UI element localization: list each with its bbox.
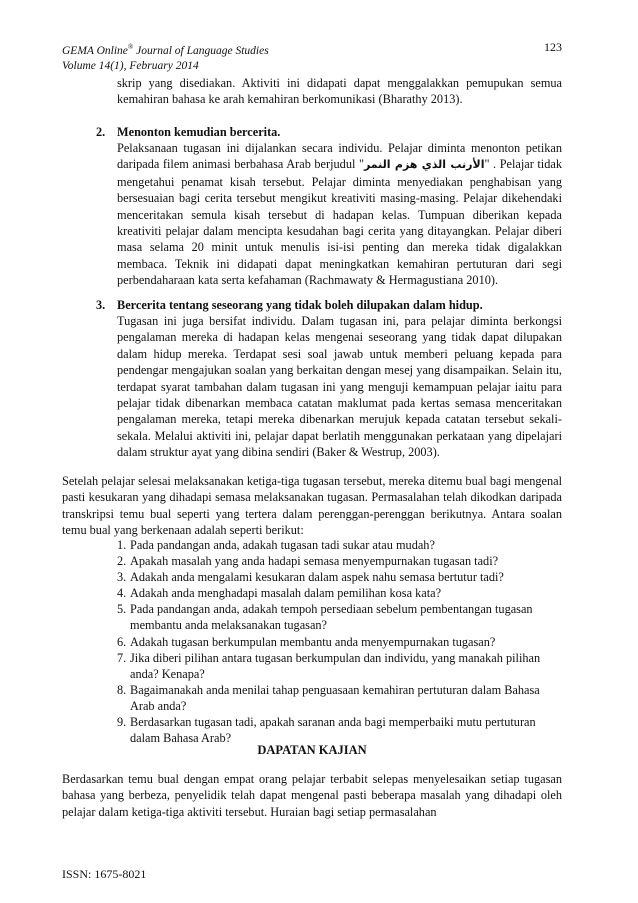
interview-question-list <box>117 537 562 746</box>
page-number: 123 <box>544 40 562 54</box>
list-item: 5. Pada pandangan anda, adakah tempoh persediaan sebelum pembentangan tugasan membantu anda melaksanakan tugasan? <box>117 602 533 633</box>
paragraph-findings: Berdasarkan temu bual dengan empat orang pelajar terbabit selepas menyelesaikan setiap tugasan bahasa yang berbeza, penyelidik telah dapat mengenal pasti beberapa masalah yang dihadapi oleh pelajar dalam ketiga-tiga aktiviti tersebut. Huraian bagi setiap permasalahan <box>62 772 562 819</box>
footer-issn: ISSN: 1675-8021 <box>62 867 147 881</box>
arabic-film-title: الأرنب الذي هزم النمر <box>363 158 485 172</box>
item-2-body: Pelaksanaan tugasan ini dijalankan secara individu. Pelajar diminta menonton petikan daripada filem animasi berbahasa Arab berjudul "الأرنب الذي هزم النمر" . Pelajar tidak mengetahui penamat kisah tersebut. Pelajar diminta menyediakan penghabisan yang bersesuaian bagi cerita tersebut mengikut kreativiti masing-masing. Pelajar dikehendaki menceritakan semula kisah tersebut di hadapan kelas. Tumpuan diberikan kepada kreativiti pelajar dalam mencipta kesudahan bagi cerita yang ditayangkan. Pelajar diberi masa selama 20 minit untuk menulis isi-isi penting dan mereka tidak digalakkan membaca. Teknik ini didapati dapat meningkatkan kemahiran pertuturan dari segi perbendaharaan kata serta kefahaman (Rachmawaty & Hermagustiana 2010). <box>117 141 562 288</box>
journal-volume: Volume 14(1), February 2014 <box>62 59 199 72</box>
list-item: 2. Apakah masalah yang anda hadapi semasa menyempurnakan tugasan tadi? <box>117 554 499 569</box>
list-item: 6. Adakah tugasan berkumpulan membantu anda menyempurnakan tugasan? <box>117 634 496 649</box>
paragraph-continued: skrip yang disediakan. Aktiviti ini didapati dapat menggalakkan pemupukan semua kemahiran bahasa ke arah kemahiran berkomunikasi (Bharathy 2013). <box>117 76 562 107</box>
journal-title: GEMA Online® Journal of Language Studies <box>62 43 269 57</box>
item-3-body: Tugasan ini juga bersifat individu. Dalam tugasan ini, para pelajar diminta berkongsi pengalaman mereka di hadapan kelas mengenai seseorang yang tidak dapat dilupakan dalam hidup mereka. Terdapat sesi soal jawab untuk memberi peluang kepada para pendengar mengajukan soalan yang berkaitan dengan mesej yang disampaikan. Selain itu, terdapat syarat tambahan dalam tugasan ini yang menguji kemampuan pelajar iaitu para pelajar tidak dibenarkan membaca catatan maklumat pada kertas semasa menceritakan pengalaman mereka, tetapi mereka dibenarkan merujuk kepada catatan tersebut sekali-sekala. Melalui aktiviti ini, pelajar dapat berlatih menggunakan perkataan yang dipelajari dalam struktur ayat yang dibina sendiri (Baker & Westrup, 2003). <box>117 314 562 460</box>
item-2-title: 2. Menonton kemudian bercerita. <box>96 125 281 139</box>
paragraph-interview: Setelah pelajar selesai melaksanakan ketiga-tiga tugasan tersebut, mereka ditemu bual bagi mengenal pasti kesukaran yang dihadapi semasa melaksanakan tugasan. Permasalahan telah dikodkan daripada transkripsi temu bual seperti yang tertera dalam perenggan-perenggan berikutnya. Antara soalan temu bual yang berkenaan adalah seperti berikut: <box>62 474 562 538</box>
list-item: 1. Pada pandangan anda, adakah tugasan tadi sukar atau mudah? <box>117 538 435 552</box>
list-item: 9. Berdasarkan tugasan tadi, apakah saranan anda bagi memperbaiki mutu pertuturan dalam Bahasa Arab? <box>117 715 536 746</box>
section-heading: DAPATAN KAJIAN <box>257 743 367 757</box>
list-item: 4. Adakah anda menghadapi masalah dalam pemilihan kosa kata? <box>117 586 442 601</box>
list-item: 7. Jika diberi pilihan antara tugasan berkumpulan dan individu, yang manakah pilihan anda? Kenapa? <box>117 650 541 681</box>
list-item: 3. Adakah anda mengalami kesukaran dalam aspek nahu semasa bertutur tadi? <box>117 570 504 585</box>
list-item: 8. Bagaimanakah anda menilai tahap penguasaan kemahiran pertuturan dalam Bahasa Arab anda? <box>117 682 540 713</box>
running-header <box>62 40 562 74</box>
item-3-title: 3. Bercerita tentang seseorang yang tidak boleh dilupakan dalam hidup. <box>96 298 483 312</box>
